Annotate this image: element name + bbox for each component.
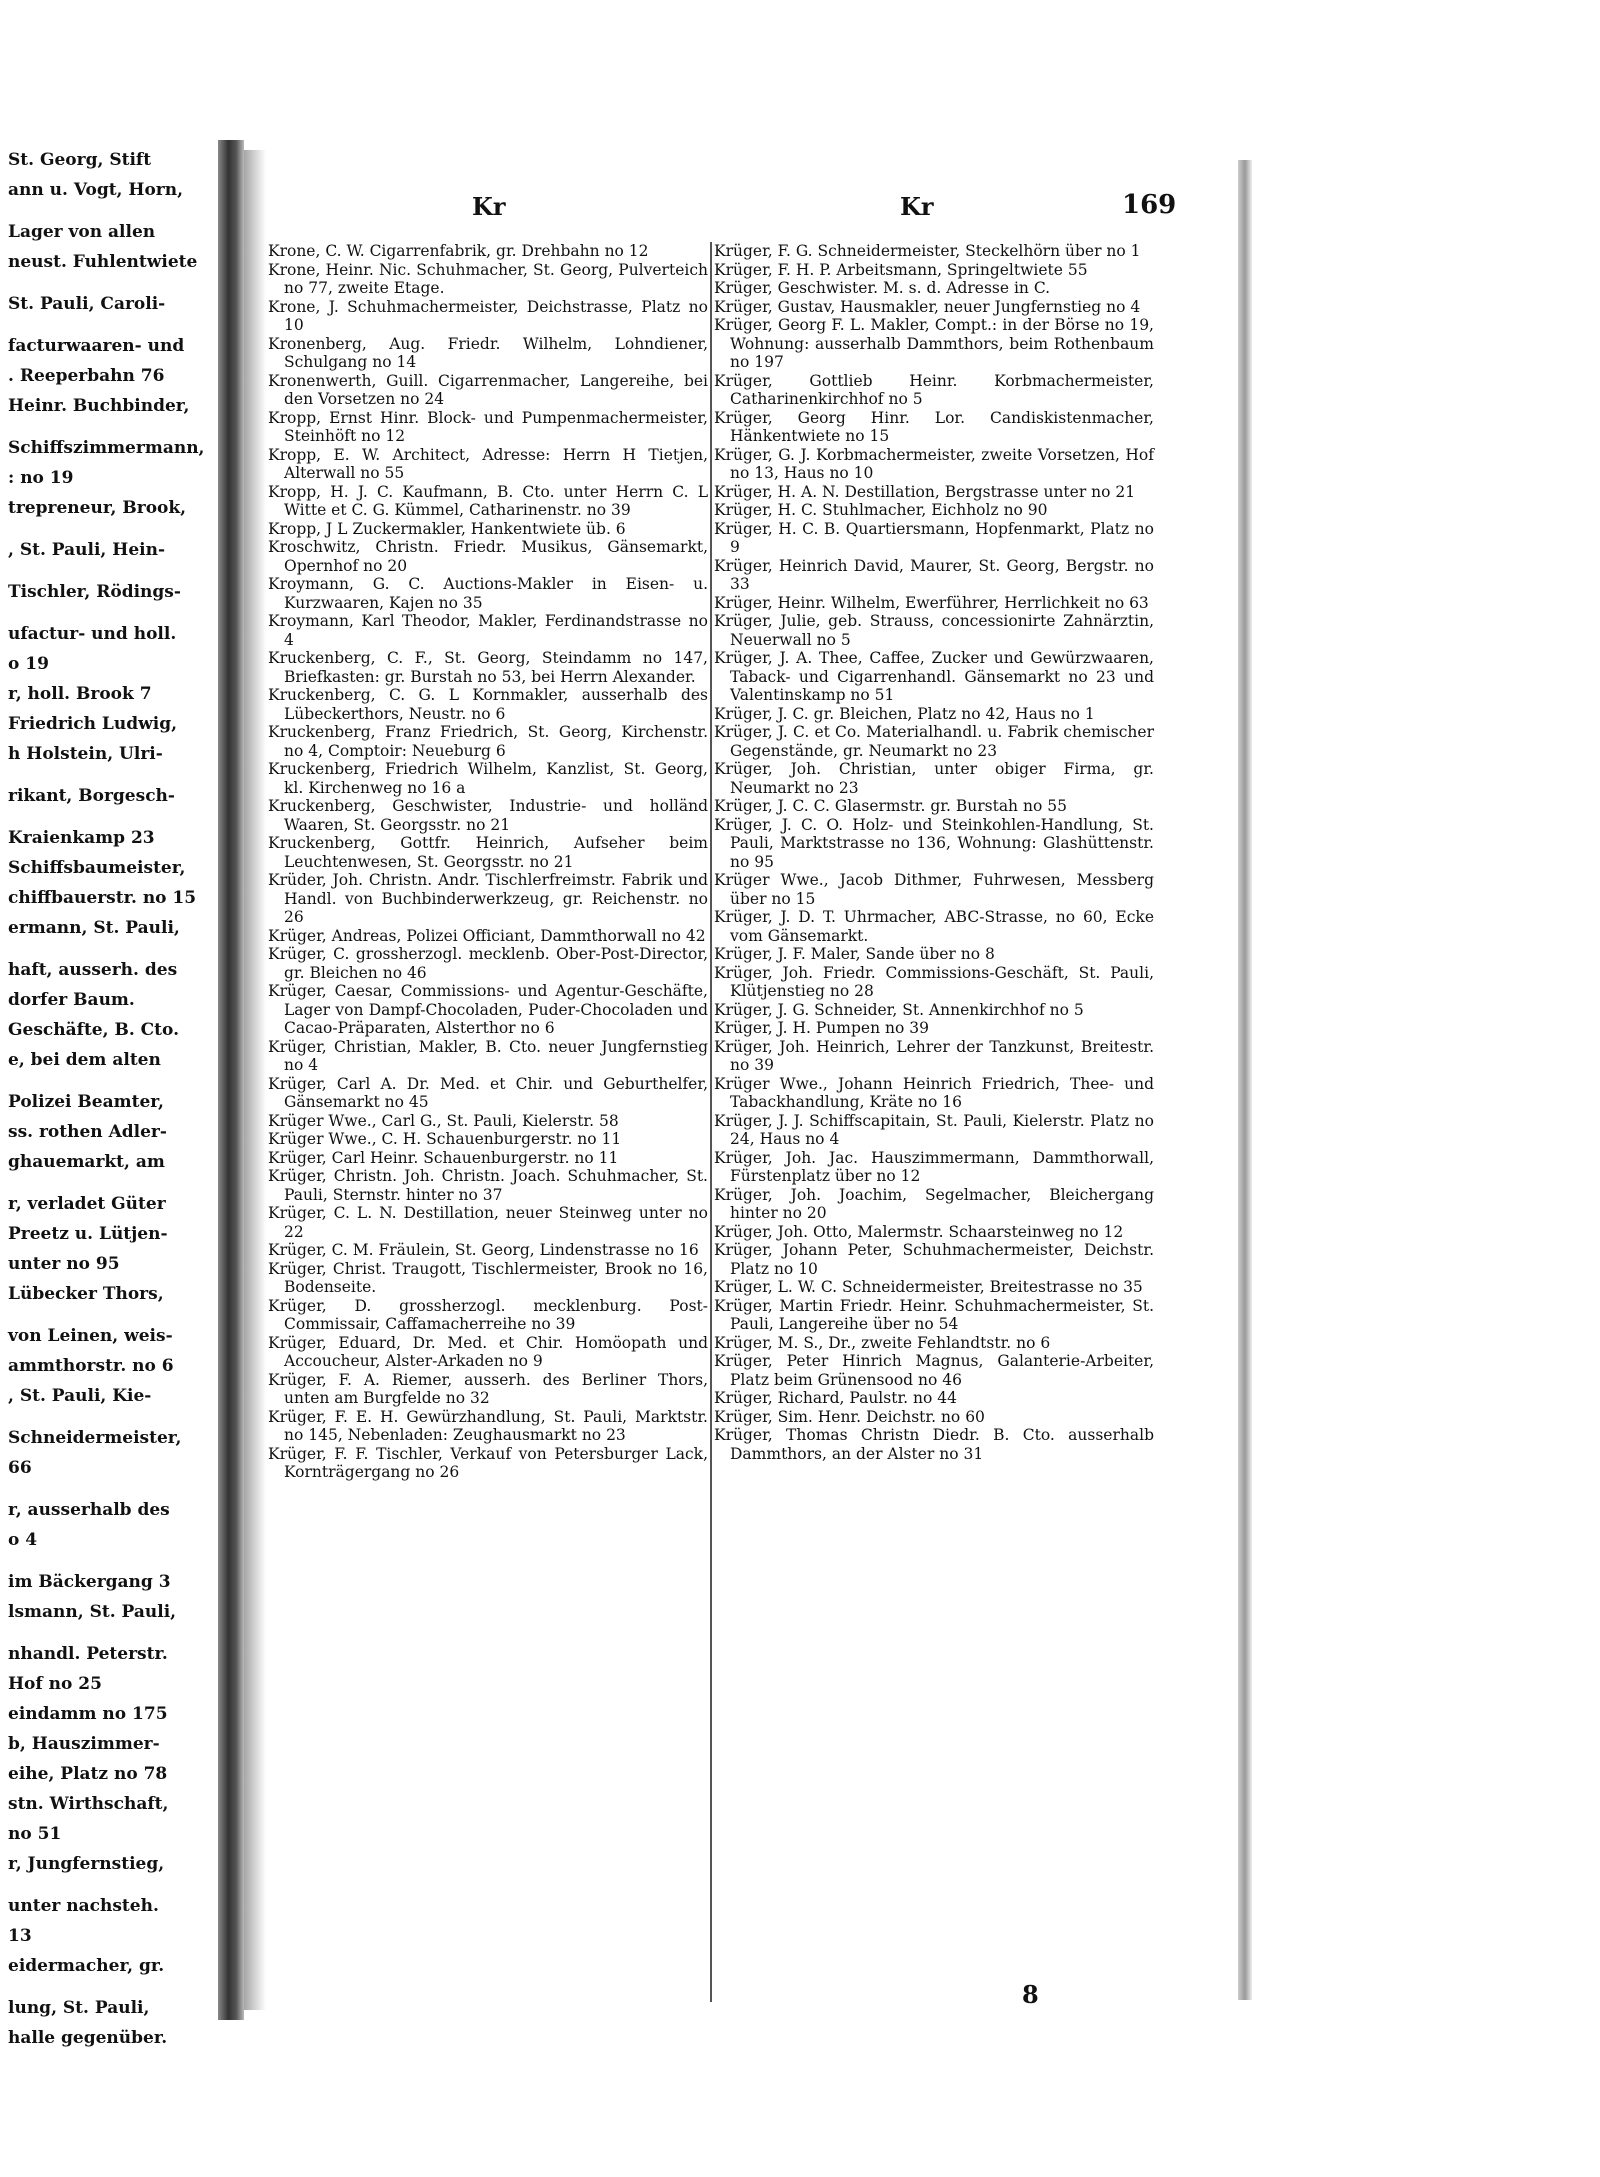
left-page-line: lung, St. Pauli, — [8, 1998, 150, 2018]
left-page-line: eihe, Platz no 78 — [8, 1764, 168, 1784]
directory-entry: Krüger, Johann Peter, Schuhmachermeister, Deichstr. Platz no 10 — [714, 1241, 1154, 1278]
directory-entry: Krüder, Joh. Christn. Andr. Tischlerfreimstr. Fabrik und Handl. von Buchbinderwerkzeug, gr. Reichenstr. no 26 — [268, 871, 708, 926]
directory-entry: Krüger, Richard, Paulstr. no 44 — [714, 1389, 957, 1407]
directory-entry: Kruckenberg, Friedrich Wilhelm, Kanzlist, St. Georg, kl. Kirchenweg no 16 a — [268, 760, 708, 797]
left-page-fragment — [0, 145, 218, 2048]
left-page-line: o 19 — [8, 654, 49, 674]
left-page-line: St. Georg, Stift — [8, 150, 152, 170]
left-page-line: o 4 — [8, 1530, 38, 1550]
directory-entry: Krüger, Carl A. Dr. Med. et Chir. und Geburthelfer, Gänsemarkt no 45 — [268, 1074, 708, 1111]
directory-entry: Krüger, F. F. Tischler, Verkauf von Petersburger Lack, Kornträgergang no 26 — [268, 1444, 708, 1481]
left-page-line: Kraienkamp 23 — [8, 828, 155, 848]
directory-entry: Krüger Wwe., C. H. Schauenburgerstr. no 11 — [268, 1130, 622, 1148]
book-gutter — [218, 140, 244, 2020]
directory-entry: Krüger, H. C. Stuhlmacher, Eichholz no 90 — [714, 501, 1048, 519]
directory-entry: Kruckenberg, C. G. L Kornmakler, ausserhalb des Lübeckerthors, Neustr. no 6 — [268, 686, 708, 723]
left-page-line: nhandl. Peterstr. — [8, 1644, 168, 1664]
left-page-line: eindamm no 175 — [8, 1704, 168, 1724]
left-page-line: ss. rothen Adler- — [8, 1122, 167, 1142]
directory-entry: Kruckenberg, Franz Friedrich, St. Georg, Kirchenstr. no 4, Comptoir: Neueburg 6 — [268, 723, 708, 760]
directory-entry: Krüger Wwe., Jacob Dithmer, Fuhrwesen, Messberg über no 15 — [714, 871, 1154, 908]
directory-entry: Krüger, Christian, Makler, B. Cto. neuer Jungfernstieg no 4 — [268, 1037, 708, 1074]
left-page-line: ann u. Vogt, Horn, — [8, 180, 184, 200]
directory-entry: Kruckenberg, Geschwister, Industrie- und holländ Waaren, St. Georgsstr. no 21 — [268, 797, 708, 834]
directory-entry: Kronenberg, Aug. Friedr. Wilhelm, Lohndiener, Schulgang no 14 — [268, 334, 708, 371]
directory-entry: Krüger, C. L. N. Destillation, neuer Steinweg unter no 22 — [268, 1204, 708, 1241]
header-left-keyword: Kr — [472, 192, 506, 221]
left-page-line: ghauemarkt, am — [8, 1152, 165, 1172]
directory-entry: Kropp, H. J. C. Kaufmann, B. Cto. unter Herrn C. L Witte et C. G. Kümmel, Catharinenstr. no 39 — [268, 482, 708, 519]
directory-entry: Krüger, F. E. H. Gewürzhandlung, St. Pauli, Marktstr. no 145, Nebenladen: Zeughausmarkt no 23 — [268, 1407, 708, 1444]
directory-entry: Krüger, Geschwister. M. s. d. Adresse in C. — [714, 279, 1051, 297]
left-page-line: r, verladet Güter — [8, 1194, 166, 1214]
directory-entry: Krüger, J. J. Schiffscapitain, St. Pauli, Kielerstr. Platz no 24, Haus no 4 — [714, 1111, 1154, 1148]
directory-entry: Kroymann, Karl Theodor, Makler, Ferdinandstrasse no 4 — [268, 612, 708, 649]
directory-entry: Krüger, F. G. Schneidermeister, Steckelhörn über no 1 — [714, 242, 1141, 260]
left-page-line: trepreneur, Brook, — [8, 498, 187, 518]
directory-entry: Krüger, Sim. Henr. Deichstr. no 60 — [714, 1407, 985, 1426]
directory-entry: Krüger, J. F. Maler, Sande über no 8 — [714, 945, 995, 963]
directory-entry: Krüger, J. A. Thee, Caffee, Zucker und Gewürzwaaren, Taback- und Cigarrenhandl. Gänsemarkt no 23 und Valentinskamp no 51 — [714, 649, 1154, 704]
directory-entry: Krüger, C. grossherzogl. mecklenb. Ober-Post-Director, gr. Bleichen no 46 — [268, 945, 708, 982]
page-edge — [1238, 160, 1252, 2000]
directory-entry: Krüger, Thomas Christn Diedr. B. Cto. ausserhalb Dammthors, an der Alster no 31 — [714, 1426, 1154, 1463]
left-page-line: r, Jungfernstieg, — [8, 1854, 165, 1874]
directory-entry: Krüger, C. M. Fräulein, St. Georg, Lindenstrasse no 16 — [268, 1241, 699, 1259]
left-page-line: im Bäckergang 3 — [8, 1572, 171, 1592]
directory-page — [262, 160, 1238, 2010]
left-page-line: no 51 — [8, 1824, 62, 1844]
directory-entry: Krüger, J. C. O. Holz- und Steinkohlen-Handlung, St. Pauli, Marktstrasse no 136, Wohnung: Glashüttenstr. no 95 — [714, 815, 1154, 871]
directory-entry: Krüger, D. grossherzogl. mecklenburg. Post-Commissair, Caffamacherreihe no 39 — [268, 1296, 708, 1333]
left-page-line: Geschäfte, B. Cto. — [8, 1020, 179, 1040]
directory-entry: Krüger, Caesar, Commissions- und Agentur-Geschäfte, Lager von Dampf-Chocoladen, Puder-Chocoladen und Cacao-Präparaten, Alsterthor no 6 — [268, 982, 708, 1037]
left-page-line: Lager von allen — [8, 222, 156, 242]
directory-column-right — [714, 242, 1154, 2002]
directory-entry: Krüger, Georg Hinr. Lor. Candiskistenmacher, Hänkentwiete no 15 — [714, 408, 1154, 445]
left-page-line: ermann, St. Pauli, — [8, 918, 180, 938]
header-right-keyword: Kr — [900, 192, 934, 221]
left-page-line: : no 19 — [8, 468, 74, 488]
left-page-line: halle gegenüber. — [8, 2028, 168, 2048]
directory-entry: Krüger, Joh. Otto, Malermstr. Schaarsteinweg no 12 — [714, 1222, 1124, 1241]
directory-entry: Krüger, H. A. N. Destillation, Bergstrasse unter no 21 — [714, 482, 1136, 501]
directory-entry: Krüger, J. C. et Co. Materialhandl. u. Fabrik chemischer Gegenstände, gr. Neumarkt no 23 — [714, 723, 1154, 760]
directory-entry: Krüger, Andreas, Polizei Officiant, Dammthorwall no 42 — [268, 926, 706, 945]
left-page-line: , St. Pauli, Hein- — [8, 540, 166, 560]
directory-entry: Krüger, Joh. Heinrich, Lehrer der Tanzkunst, Breitestr. no 39 — [714, 1037, 1154, 1074]
left-page-line: ammthorstr. no 6 — [8, 1356, 174, 1376]
directory-entry: Krüger, J. D. T. Uhrmacher, ABC-Strasse, no 60, Ecke vom Gänsemarkt. — [714, 908, 1154, 945]
left-page-line: Lübecker Thors, — [8, 1284, 164, 1304]
directory-entry: Krüger, L. W. C. Schneidermeister, Breitestrasse no 35 — [714, 1278, 1143, 1296]
left-page-line: Hof no 25 — [8, 1674, 102, 1694]
directory-entry: Krüger, Carl Heinr. Schauenburgerstr. no 11 — [268, 1148, 619, 1167]
directory-entry: Krüger, Joh. Friedr. Commissions-Geschäft, St. Pauli, Klütjenstieg no 28 — [714, 963, 1154, 1000]
left-page-line: unter nachsteh. — [8, 1896, 159, 1916]
directory-entry: Krone, Heinr. Nic. Schuhmacher, St. Georg, Pulverteich no 77, zweite Etage. — [268, 260, 708, 297]
directory-entry: Krüger, J. H. Pumpen no 39 — [714, 1019, 929, 1037]
left-page-line: r, ausserhalb des — [8, 1500, 170, 1520]
left-page-line: eidermacher, gr. — [8, 1956, 165, 1976]
left-page-line: 66 — [8, 1458, 32, 1478]
directory-entry: Kronenwerth, Guill. Cigarrenmacher, Langereihe, bei den Vorsetzen no 24 — [268, 371, 708, 408]
directory-entry: Krüger, Joh. Jac. Hauszimmermann, Dammthorwall, Fürstenplatz über no 12 — [714, 1148, 1154, 1185]
left-page-line: dorfer Baum. — [8, 990, 135, 1010]
directory-entry: Krüger, G. J. Korbmachermeister, zweite Vorsetzen, Hof no 13, Haus no 10 — [714, 445, 1154, 482]
left-page-line: unter no 95 — [8, 1254, 120, 1274]
left-page-line: Schiffszimmermann, — [8, 438, 205, 458]
left-page-line: e, bei dem alten — [8, 1050, 161, 1070]
directory-entry: Krüger, M. S., Dr., zweite Fehlandtstr. no 6 — [714, 1333, 1051, 1352]
directory-entry: Krüger, Martin Friedr. Heinr. Schuhmachermeister, St. Pauli, Langereihe über no 54 — [714, 1296, 1154, 1333]
left-page-line: b, Hauszimmer- — [8, 1734, 160, 1754]
directory-entry: Kropp, J L Zuckermakler, Hankentwiete üb. 6 — [268, 519, 626, 538]
left-page-line: r, holl. Brook 7 — [8, 684, 152, 704]
directory-entry: Krone, J. Schuhmachermeister, Deichstrasse, Platz no 10 — [268, 297, 708, 334]
directory-entry: Krüger, Christn. Joh. Christn. Joach. Schuhmacher, St. Pauli, Sternstr. hinter no 37 — [268, 1167, 708, 1204]
directory-entry: Krüger, Gustav, Hausmakler, neuer Jungfernstieg no 4 — [714, 297, 1141, 316]
signature-mark: 8 — [1022, 1980, 1039, 2009]
left-page-line: 13 — [8, 1926, 32, 1946]
directory-entry: Krüger Wwe., Johann Heinrich Friedrich, Thee- und Tabackhandlung, Kräte no 16 — [714, 1074, 1154, 1111]
page-header — [262, 192, 1238, 232]
directory-column-left — [268, 242, 708, 2002]
left-page-line: Preetz u. Lütjen- — [8, 1224, 168, 1244]
left-page-line: Schiffsbaumeister, — [8, 858, 186, 878]
left-page-line: . Reeperbahn 76 — [8, 366, 165, 386]
directory-entry: Krüger, F. A. Riemer, ausserh. des Berliner Thors, unten am Burgfelde no 32 — [268, 1370, 708, 1407]
left-page-line: lsmann, St. Pauli, — [8, 1602, 177, 1622]
directory-entry: Kroymann, G. C. Auctions-Makler in Eisen- u. Kurzwaaren, Kajen no 35 — [268, 575, 708, 612]
directory-entry: Krüger, Julie, geb. Strauss, concessionirte Zahnärztin, Neuerwall no 5 — [714, 612, 1154, 649]
left-page-line: h Holstein, Ulri- — [8, 744, 163, 764]
left-page-line: ufactur- und holl. — [8, 624, 177, 644]
directory-entry: Krüger, Georg F. L. Makler, Compt.: in der Börse no 19, Wohnung: ausserhalb Dammthors, beim Rothenbaum no 197 — [714, 316, 1154, 371]
left-page-line: Heinr. Buchbinder, — [8, 396, 190, 416]
directory-entry: Krüger, Gottlieb Heinr. Korbmachermeister, Catharinenkirchhof no 5 — [714, 371, 1154, 408]
left-page-line: , St. Pauli, Kie- — [8, 1386, 152, 1406]
left-page-line: haft, ausserh. des — [8, 960, 178, 980]
directory-entry: Krüger, H. C. B. Quartiersmann, Hopfenmarkt, Platz no 9 — [714, 519, 1154, 556]
directory-entry: Kroschwitz, Christn. Friedr. Musikus, Gänsemarkt, Opernhof no 20 — [268, 538, 708, 575]
left-page-line: chiffbauerstr. no 15 — [8, 888, 197, 908]
left-page-line: rikant, Borgesch- — [8, 786, 175, 806]
column-divider — [710, 242, 712, 2002]
directory-entry: Krüger, J. G. Schneider, St. Annenkirchhof no 5 — [714, 1000, 1084, 1019]
directory-entry: Krüger, Joh. Joachim, Segelmacher, Bleichergang hinter no 20 — [714, 1185, 1154, 1222]
directory-entry: Krüger, Eduard, Dr. Med. et Chir. Homöopath und Accoucheur, Alster-Arkaden no 9 — [268, 1333, 708, 1370]
left-page-line: Tischler, Rödings- — [8, 582, 181, 602]
directory-entry: Krüger, Heinr. Wilhelm, Ewerführer, Herrlichkeit no 63 — [714, 593, 1149, 612]
directory-entry: Kruckenberg, Gottfr. Heinrich, Aufseher beim Leuchtenwesen, St. Georgsstr. no 21 — [268, 834, 708, 871]
directory-entry: Krüger, Peter Hinrich Magnus, Galanterie-Arbeiter, Platz beim Grünensood no 46 — [714, 1352, 1154, 1389]
left-page-line: von Leinen, weis- — [8, 1326, 173, 1346]
left-page-line: Friedrich Ludwig, — [8, 714, 178, 734]
left-page-line: Polizei Beamter, — [8, 1092, 164, 1112]
left-page-line: St. Pauli, Caroli- — [8, 294, 166, 314]
directory-entry: Krüger, J. C. gr. Bleichen, Platz no 42, Haus no 1 — [714, 704, 1095, 723]
directory-entry: Krüger, Joh. Christian, unter obiger Firma, gr. Neumarkt no 23 — [714, 760, 1154, 797]
directory-entry: Kropp, Ernst Hinr. Block- und Pumpenmachermeister, Steinhöft no 12 — [268, 408, 708, 445]
left-page-line: facturwaaren- und — [8, 336, 185, 356]
directory-entry: Krüger, J. C. C. Glasermstr. gr. Burstah no 55 — [714, 797, 1067, 815]
left-page-line: stn. Wirthschaft, — [8, 1794, 169, 1814]
directory-entry: Krüger, F. H. P. Arbeitsmann, Springeltwiete 55 — [714, 260, 1088, 279]
page-number: 169 — [1122, 190, 1177, 220]
directory-entry: Krüger, Heinrich David, Maurer, St. Georg, Bergstr. no 33 — [714, 556, 1154, 593]
directory-entry: Krone, C. W. Cigarrenfabrik, gr. Drehbahn no 12 — [268, 242, 649, 260]
directory-entry: Krüger Wwe., Carl G., St. Pauli, Kielerstr. 58 — [268, 1111, 619, 1130]
left-page-line: neust. Fuhlentwiete — [8, 252, 198, 272]
directory-entry: Kruckenberg, C. F., St. Georg, Steindamm no 147, Briefkasten: gr. Burstah no 53, bei Herrn Alexander. — [268, 649, 708, 686]
directory-entry: Krüger, Christ. Traugott, Tischlermeister, Brook no 16, Bodenseite. — [268, 1259, 708, 1296]
directory-entry: Kropp, E. W. Architect, Adresse: Herrn H Tietjen, Alterwall no 55 — [268, 445, 708, 482]
left-page-line: Schneidermeister, — [8, 1428, 182, 1448]
